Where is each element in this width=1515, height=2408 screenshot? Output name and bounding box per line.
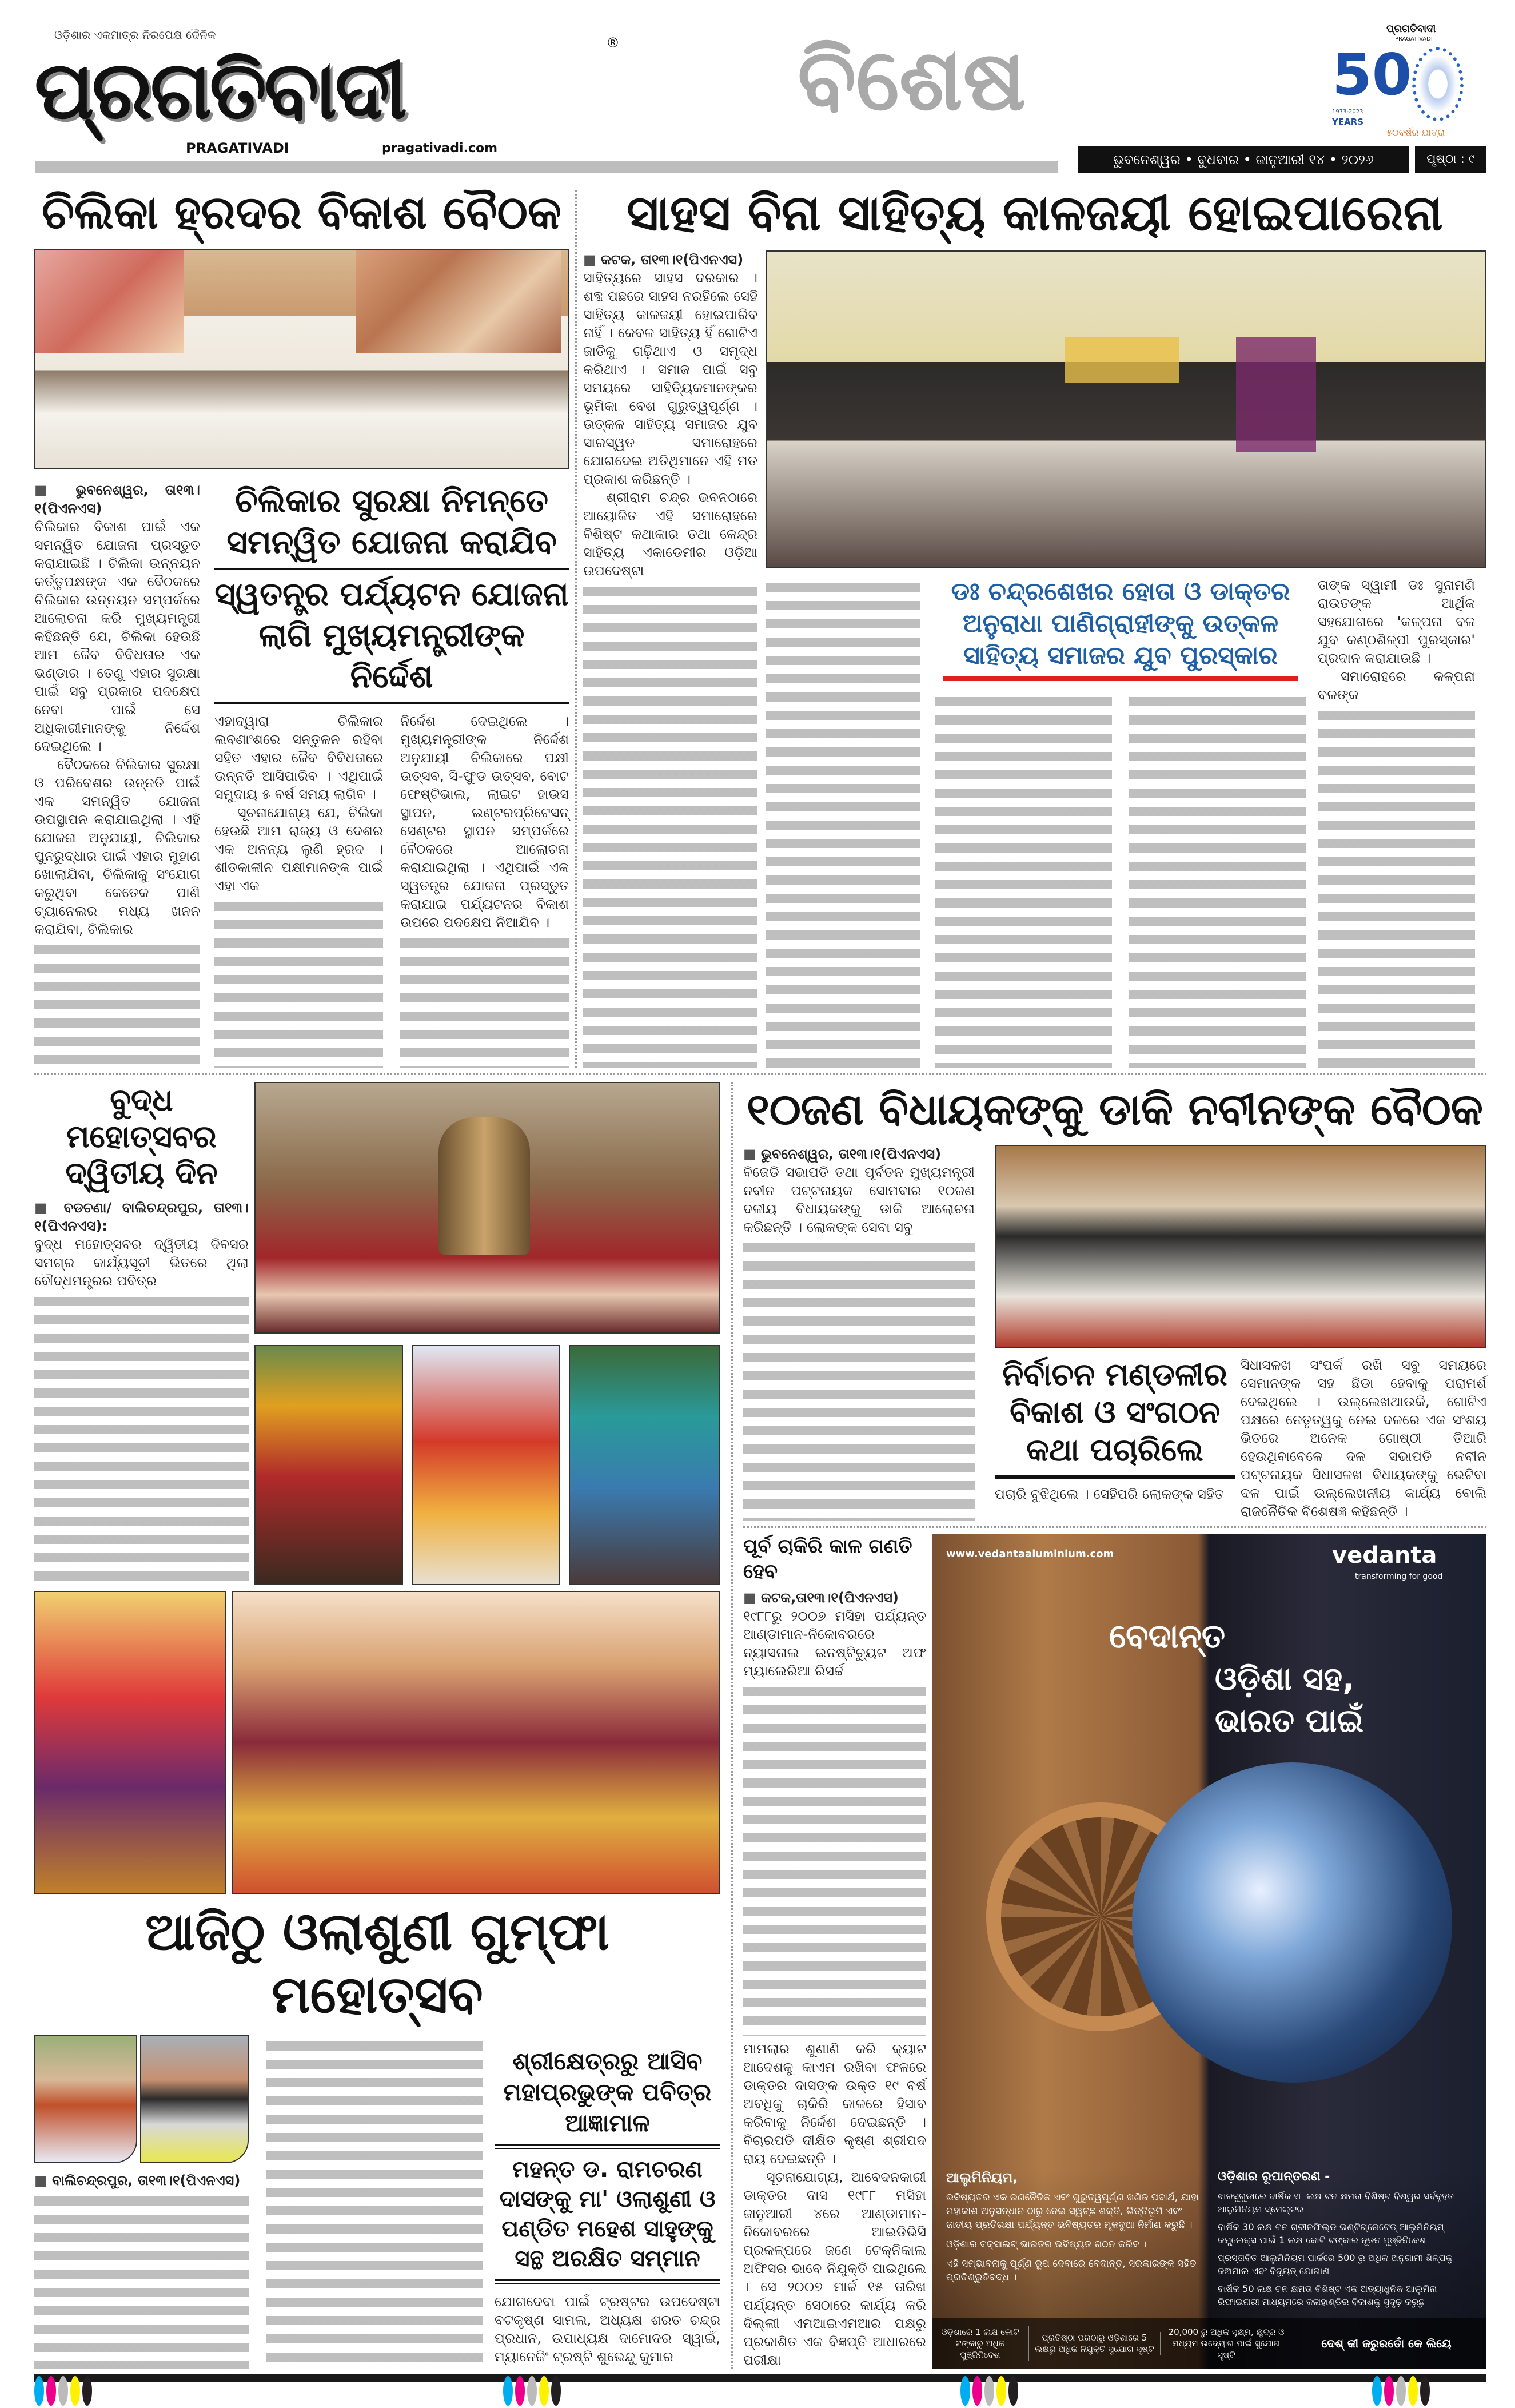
nabin-col-1: ■ ଭୁବନେଶ୍ୱର, ତା୧୩।୧(ପିଏନଏସ) ବିଜେଡି ସଭାପତି ତଥା ପୂର୍ବତନ ମୁଖ୍ୟମନ୍ତ୍ରୀ ନବୀନ ପଟ୍ଟନାୟକ ସୋମବାର ୧୦ଜଣ ଦଳୀୟ ବିଧାୟକଙ୍କୁ ଡାକି ଆଲୋଚନା କରିଛନ୍ତି । ଲୋକଙ୍କ ସେବା ସବୁ (743, 1145, 975, 1521)
service-body: ପୂର୍ବ ଚାକିରି କାଳ ଗଣତି ହେବ ■ କଟକ,ତା୧୩।୧(ପିଏନଏସ) ୧୯୮୮ରୁ ୨୦୦୭ ମସିହା ପର୍ଯ୍ୟନ୍ତ ଆଣ୍ଡାମାନ-ନିକୋବରରେ ନ୍ୟାସନାଲ ଇନଷ୍ଟିଚ୍ୟୁଟ ଅଫ ମ୍ୟାଲେରିଆ ରିସର୍ଚ୍ଚ ମାମଲାର ଶୁଣାଣି କରି କ୍ୟାଟ ଆଦେଶକୁ କାଏମ ରଖିବା ଫଳରେ ଡାକ୍ତର ଦାସଙ୍କ ଉକ୍ତ ୧୯ ବର୍ଷ ଅବଧିକୁ ଚାକିରି କାଳରେ ହିସାବ କରିବାକୁ ନିର୍ଦ୍ଦେଶ ଦେଇଛନ୍ତି । ବିଚାରପତି ଦୀକ୍ଷିତ କୃଷ୍ଣ ଶ୍ରୀପଦ ରାୟ ଦେଇଛନ୍ତି । ସୂଚନାଯୋଗ୍ୟ, ଆବେଦନକାରୀ ଡାକ୍ତର ଦାସ ୧୯୮୮ ମସିହା ଜାନୁଆରୀ ୪ରେ ଆଣ୍ଡାମାନ-ନିକୋବରରେ ଆଇଡିଭିସି ପ୍ରକଳ୍ପରେ ଜଣେ ଟେକ୍ନିକାଲ ଅଫିସର ଭାବେ ନିଯୁକ୍ତି ପାଇଥିଲେ । ସେ ୨୦୦୭ ମାର୍ଚ୍ଚ ୧୫ ତାରିଖ ପର୍ଯ୍ୟନ୍ତ ସେଠାରେ କାର୍ଯ୍ୟ କରି ଦିଲ୍ଲୀ ଏମଆଇଏମଆର ପକ୍ଷରୁ ପ୍ରକାଶିତ ଏକ ବିଜ୍ଞପ୍ତି ଆଧାରରେ ପରୀକ୍ଷା (743, 1534, 926, 2369)
color-mark-group (34, 2376, 94, 2408)
color-mark-gray (984, 2376, 994, 2406)
anniversary-logo: ପ୍ରଗତିବାଦୀ PRAGATIVADI 50 1973-2023 YEARS ୫୦ବର୍ଷର ଯାତ୍ରା (1332, 23, 1486, 143)
chilika-subhead-2: ସ୍ୱତନ୍ତ୍ର ପର୍ଯ୍ୟଟନ ଯୋଜନା ଲାଗି ମୁଖ୍ୟମନ୍ତ୍ରୀଙ୍କ ନିର୍ଦ୍ଦେଶ (214, 576, 569, 695)
award-headline-rule (943, 676, 1298, 681)
logo-english: PRAGATIVADI (186, 140, 289, 156)
color-mark-black (82, 2376, 92, 2406)
nabin-col-2: ପଚାରି ବୁଝିଥିଲେ । ସେହିପରି ଲୋକଙ୍କ ସହିତ (995, 1486, 1224, 1502)
color-mark-yellow (996, 2376, 1006, 2406)
nabin-subhead: ନିର୍ବାଚନ ମଣ୍ଡଳୀର ବିକାଶ ଓ ସଂଗଠନ କଥା ପଚାରିଲେ (1002, 1356, 1227, 1468)
color-mark-gray (1396, 2376, 1406, 2406)
color-mark-cyan (34, 2376, 44, 2406)
color-mark-yellow (70, 2376, 80, 2406)
procession-photo (412, 1345, 560, 1585)
chilika-col-1: ■ ଭୁବନେଶ୍ୱର, ତା୧୩।୧(ପିଏନଏସ) ଚିଲିକାର ବିକାଶ ପାଇଁ ଏକ ସମନ୍ୱିତ ଯୋଜନା ପ୍ରସ୍ତୁତ କରାଯାଇଛି । ଚିଲିକା ଉନ୍ନୟନ କର୍ତ୍ତୃପକ୍ଷଙ୍କ ଏକ ବୈଠକରେ ଚିଲିକାର ଉନ୍ନୟନ ସମ୍ପର୍କରେ ଆଲୋଚନା କରି ମୁଖ୍ୟମନ୍ତ୍ରୀ କହିଛନ୍ତି ଯେ, ଚିଲିକା ହେଉଛି ଆମ ଜୈବ ବିବିଧତାର ଏକ ଭଣ୍ଡାର । ତେଣୁ ଏହାର ସୁରକ୍ଷା ପାଇଁ ସବୁ ପ୍ରକାର ପଦକ୍ଷେପ ନେବା ପାଇଁ ସେ ଅଧିକାରୀମାନଙ୍କୁ ନିର୍ଦ୍ଦେଶ ଦେଇଥିଲେ । ବୈଠକରେ ଚିଲିକାର ସୁରକ୍ଷା ଓ ପରିବେଶର ଉନ୍ନତି ପାଇଁ ଏକ ସମନ୍ୱିତ ଯୋଜନା ଉପସ୍ଥାପନ କରାଯାଇଥିଲା । ଏହି ଯୋଜନା ଅନୁଯାୟୀ, ଚିଲିକାର ପୁନରୁଦ୍ଧାର ପାଇଁ ଏହାର ମୁହାଣ ଖୋଲାଯିବା, ଚିଲିକାକୁ ସଂଯୋଗ କରୁଥିବା କେତେକ ପାଣି ଚ୍ୟାନେଲର ମଧ୍ୟ ଖନନ କରାଯିବା, ଚିଲିକାର (34, 481, 200, 1068)
chilika-headline: ଚିଲିକା ହ୍ରଦର ବିକାଶ ବୈଠକ (42, 186, 561, 239)
color-mark-cyan (503, 2376, 513, 2406)
registration-marks (34, 2382, 1486, 2401)
chilika-meeting-photo (34, 249, 569, 469)
website: pragativadi.com (382, 141, 498, 156)
nabin-meeting-photo (995, 1145, 1486, 1348)
seal-icon (1412, 47, 1464, 121)
color-mark-yellow (1408, 2376, 1418, 2406)
dateline: ■ ଭୁବନେଶ୍ୱର, ତା୧୩।୧(ପିଏନଏସ) (34, 481, 200, 518)
bell-photo (254, 1082, 720, 1334)
color-mark-black (1420, 2376, 1430, 2406)
color-mark-cyan (1372, 2376, 1382, 2406)
color-mark-gray (527, 2376, 537, 2406)
nabin-col-3: ସିଧାସଳଖ ସଂପର୍କ ରଖି ସବୁ ସମୟରେ ସେମାନଙ୍କ ସହ ଛିଡା ହେବାକୁ ପରାମର୍ଶ ଦେଇଥିଲେ । ଉଲ୍ଲେଖଥାଉକି, ଗୋଟିଏ ପକ୍ଷରେ ନେତୃତ୍ୱକୁ ନେଇ ଦଳରେ ଏକ ସଂଶୟ ଭିତରେ ଅନେକ ଗୋଷ୍ଠୀ ତିଆରି ହେଉଥିବାବେଳେ ଦଳ ସଭାପତି ନବୀନ ପଟ୍ଟନାୟକ ସିଧାସଳଖ ବିଧାୟକଙ୍କୁ ଭେଟିବା ଦଳ ପାଇଁ ଉଲ୍ଲେଖନୀୟ କାର୍ଯ୍ୟ ବୋଲି ରାଜନୈତିକ ବିଶେଷଜ୍ଞ କହିଛନ୍ତି । (1241, 1357, 1486, 1519)
column-divider (575, 190, 577, 1068)
page-number: ପୃଷ୍ଠା : ୯ (1415, 146, 1486, 173)
olasuni-box-headline-1: ଶ୍ରୀକ୍ଷେତ୍ରରୁ ଆସିବ ମହାପ୍ରଭୁଙ୍କ ପବିତ୍ର ଆଜ୍ଞାମାଳ (503, 2047, 712, 2137)
sahitya-col-2 (766, 576, 920, 1068)
olasuni-box-headline-2: ମହନ୍ତ ଡ. ରାମଚରଣ ଦାସଙ୍କୁ ମା' ଓଲାଶୁଣୀ ଓ ପଣ୍ଡିତ ମହେଶ ସାହୁଙ୍କୁ ସନ୍ଥ ଅରକ୍ଷିତ ସମ୍ମାନ (499, 2156, 716, 2272)
gray-rule (35, 161, 1058, 173)
divider (743, 1526, 1486, 1528)
section-title: ବିଶେଷ (798, 30, 1026, 130)
divider (495, 2144, 720, 2149)
color-mark-magenta (1384, 2376, 1394, 2406)
ad-bullet: ବାର୍ଷିକ 50 ଲକ୍ଷ ଟନ କ୍ଷମତା ବିଶିଷ୍ଟ ଏକ ଅତ୍ୟାଧୁନିକ ଆଲୁମିନା ରିଫାଇନାରୀ ମାଧ୍ୟମରେ କଳାହାଣ୍ଡିର ବିକାଶକୁ ସୁଦୃଢ଼ କରୁଛୁ (1218, 2283, 1437, 2307)
ad-bullet: ଝାରସୁଗୁଡାରେ ବାର୍ଷିକ ୧୮ ଲକ୍ଷ ଟନ କ୍ଷମତା ବିଶିଷ୍ଟ ବିଶ୍ୱର ସର୍ବବୃହତ ଆଲୁମିନିୟମ ସ୍ମେଲ୍ଟର (1218, 2191, 1454, 2215)
sahitya-col-1: ■ କଟକ, ତା୧୩।୧(ପିଏନଏସ) ସାହିତ୍ୟରେ ସାହସ ଦରକାର । ଶବ୍ଦ ପଛରେ ସାହସ ନରହିଲେ ସେହି ସାହିତ୍ୟ କାଳଜୟୀ ହୋଇପାରିବ ନାହିଁ । କେବଳ ସାହିତ୍ୟ ହିଁ ଗୋଟିଏ ଜାତିକୁ ଗଢ଼ିଥାଏ ଓ ସମୃଦ୍ଧ କରିଥାଏ । ସମାଜ ପାଇଁ ସବୁ ସମୟରେ ସାହିତ୍ୟିକମାନଙ୍କର ଭୂମିକା ବେଶ ଗୁରୁତ୍ୱପୂର୍ଣ୍ଣ । ଉତ୍କଳ ସାହିତ୍ୟ ସମାଜର ଯୁବ ସାରସ୍ୱତ ସମାରୋହରେ ଯୋଗଦେଇ ଅତିଥିମାନେ ଏହି ମତ ପ୍ରକାଶ କରିଛନ୍ତି । ଶ୍ରୀରାମ ଚନ୍ଦ୍ର ଭବନଠାରେ ଆୟୋଜିତ ଏହି ସମାରୋହରେ ବିଶିଷ୍ଟ କଥାକାର ତଥା କେନ୍ଦ୍ର ସାହିତ୍ୟ ଏକାଡେମୀର ଓଡ଼ିଆ ଉପଦେଷ୍ଟା (583, 250, 758, 1068)
ad-bullet: ବାର୍ଷିକ 30 ଲକ୍ଷ ଟନ ଗ୍ରୀନଫିଲ୍ଡ ଇଣ୍ଟିଗ୍ରେଟେଡ୍ ଆଲୁମିନିୟମ୍ କମ୍ପ୍ଲେକ୍ସ ପାଇଁ 1 ଲକ୍ଷ କୋଟି ଟଙ୍କାର ନୂତନ ପୁଞ୍ଜିନିବେଶ (1218, 2222, 1444, 2246)
nabin-headline: ୧୦ଜଣ ବିଧାୟକଙ୍କୁ ଡାକି ନବୀନଙ୍କ ବୈଠକ (747, 1084, 1483, 1135)
registered-mark: ® (606, 35, 620, 51)
newspaper-logo: ପ୍ରଗତିବାଦୀ (34, 44, 405, 137)
ad-footer: ଓଡ଼ିଶାରେ 1 ଲକ୍ଷ କୋଟି ଟଙ୍କାରୁ ଅଧିକ ପୁଞ୍ଜିନିବେଶ ପ୍ରତିଷ୍ଠା ପରଠାରୁ ଓଡ଼ିଶାରେ 5 ଲକ୍ଷରୁ ଅଧିକ ନିଯୁକ୍ତି ସୁଯୋଗ ସୃଷ୍ଟି 20,000 ରୁ ଅଧିକ ସୂକ୍ଷ୍ମ, କ୍ଷୁଦ୍ର ଓ ମଧ୍ୟମ ଉଦ୍ୟୋଗ ପାଇଁ ସୁଯୋଗ ସୃଷ୍ଟି ଦେଶ୍ କୀ ଜରୁରତୋଁ କେ ଲିୟେ (932, 2318, 1486, 2369)
chilika-lead: ଚିଲିକାର ବିକାଶ ପାଇଁ ଏକ ସମନ୍ୱିତ ଯୋଜନା ପ୍ରସ୍ତୁତ କରାଯାଇଛି । ଚିଲିକା ଉନ୍ନୟନ କର୍ତ୍ତୃପକ୍ଷଙ୍କ ଏକ ବୈଠକରେ ଚିଲିକାର ଉନ୍ନୟନ ସମ୍ପର୍କରେ ଆଲୋଚନା କରି ମୁଖ୍ୟମନ୍ତ୍ରୀ କହିଛନ୍ତି ଯେ, ଚିଲିକା ହେଉଛି ଆମ ଜୈବ ବିବିଧତାର ଏକ ଭଣ୍ଡାର । ତେଣୁ ଏହାର ସୁରକ୍ଷା ପାଇଁ ସବୁ ପ୍ରକାର ପଦକ୍ଷେପ ନେବା ପାଇଁ ସେ ଅଧିକାରୀମାନଙ୍କୁ ନିର୍ଦ୍ଦେଶ ଦେଇଥିଲେ । (34, 519, 200, 754)
service-headline: ପୂର୍ବ ଚାକିରି କାଳ ଗଣତି ହେବ (743, 1535, 912, 1583)
earth-graphic (1132, 1762, 1452, 2083)
color-mark-magenta (515, 2376, 525, 2406)
fifty-numeral: 50 (1332, 41, 1412, 108)
date-box: ଭୁବନେଶ୍ୱର • ବୁଧବାର • ଜାନୁଆରୀ ୧୪ • ୨୦୨୬ (1078, 146, 1409, 173)
tagline: ଓଡ଼ିଶାର ଏକମାତ୍ର ନିରପେକ୍ଷ ଦୈନିକ (54, 28, 216, 42)
color-mark-magenta (46, 2376, 56, 2406)
musician-photo (254, 1345, 403, 1585)
chilika-col-2: ଏହାଦ୍ୱାରା ଚିଲିକାର ଲବଣାଂଶରେ ସନ୍ତୁଳନ ରହିବା ସହିତ ଏହାର ଜୈବ ବିବିଧତାରେ ଉନ୍ନତି ଆସିପାରିବ । ଏଥିପାଇଁ ସମୁଦାୟ ୫ ବର୍ଷ ସମୟ ଲାଗିବ । ସୂଚନାଯୋଗ୍ୟ ଯେ, ଚିଲିକା ହେଉଛି ଆମ ରାଜ୍ୟ ଓ ଦେଶର ଏକ ଅନନ୍ୟ ଲୁଣି ହ୍ରଦ । ଶୀତକାଳୀନ ପକ୍ଷୀମାନଙ୍କ ପାଇଁ ଏହା ଏକ (214, 712, 383, 1068)
olasuni-col-1: ■ ବାଲିଚନ୍ଦ୍ରପୁର, ତା୧୩।୧(ପିଏନଏସ) (34, 2171, 249, 2369)
color-mark-group (960, 2376, 1020, 2408)
masthead (34, 0, 1486, 178)
divider (214, 568, 569, 570)
color-mark-magenta (972, 2376, 982, 2406)
column-divider (731, 1082, 733, 2369)
divider (214, 702, 569, 704)
color-mark-gray (58, 2376, 68, 2406)
bottom-row (34, 1073, 1486, 2369)
divider (495, 2279, 720, 2284)
pandit-portrait (140, 2035, 249, 2163)
mahant-portrait (34, 2035, 137, 2163)
award-ceremony-photo (766, 250, 1486, 568)
color-mark-cyan (960, 2376, 970, 2406)
award-headline: ଡଃ ଚନ୍ଦ୍ରଶେଖର ହୋତା ଓ ଡାକ୍ତର ଅନୁରାଧା ପାଣିଗ୍ରାହୀଙ୍କୁ ଉତ୍କଳ ସାହିତ୍ୟ ସମାଜର ଯୁବ ପୁରସ୍କାର (951, 577, 1290, 670)
footer-bar (34, 2374, 1486, 2382)
sahitya-headline: ସାହସ ବିନା ସାହିତ୍ୟ କାଳଜୟୀ ହୋଇପାରେନା (627, 185, 1443, 242)
sahitya-col-5: ତାଙ୍କ ସ୍ୱାମୀ ଡଃ ସୁନାମଣି ରାଉତଙ୍କ ଆର୍ଥିକ ସହଯୋଗରେ 'କଳ୍ପନା ବଳ ଯୁବ କଣ୍ଠଶିଳ୍ପୀ ପୁରସ୍କାର' ପ୍ରଦାନ କରାଯାଉଛି । ସମାରୋହରେ କଳ୍ପନା ବଳଙ୍କ (1318, 576, 1475, 1068)
dance-photo (34, 1591, 226, 1894)
sahitya-col-3 (935, 690, 1112, 1068)
ad-title: ବେଦାନ୍ତ (1109, 1617, 1226, 1655)
color-mark-black (1008, 2376, 1018, 2406)
sahitya-story (583, 178, 1486, 1068)
gathering-photo (232, 1591, 720, 1894)
color-mark-black (551, 2376, 561, 2406)
sahitya-col-4 (1129, 690, 1306, 1068)
buddha-headline: ବୁଦ୍ଧ ମହୋତ୍ସବର ଦ୍ୱିତୀୟ ଦିନ (65, 1082, 218, 1191)
top-row (34, 178, 1486, 1068)
divider (995, 1475, 1235, 1479)
vedanta-logo: vedanta (1332, 1542, 1437, 1569)
color-mark-group (503, 2376, 563, 2408)
ad-url[interactable]: www.vedantaaluminium.com (946, 1548, 1114, 1560)
chilika-subhead-1: ଚିଲିକାର ସୁରକ୍ଷା ନିମନ୍ତେ ସମନ୍ୱିତ ଯୋଜନା କରାଯିବ (226, 483, 557, 561)
vedanta-advertisement[interactable]: www.vedantaaluminium.com vedanta transforming for good ବେଦାନ୍ତ ଓଡ଼ିଶା ସହ, ଭାରତ ପାଇଁ ଆଲୁମିନିୟମ, ଭବିଷ୍ୟତର ଏକ ରଣନୈତିକ ଏବଂ ଗୁରୁତ୍ୱପୂର୍ଣ୍ଣ ଖଣିଜ ପଦାର୍ଥ, ଯାହା ମହାକାଶ ଅନୁସନ୍ଧାନ ଠାରୁ ନେଇ ସ୍ୱଚ୍ଛ ଶକ୍ତି, ଭିତ୍ତିଭୂମି ଏବଂ ଜାତୀୟ ପ୍ରତିରକ୍ଷା ପର୍ଯ୍ୟନ୍ତ ଭବିଷ୍ୟତର ମୂଳଦୁଆ ନିର୍ମାଣ କରୁଛି । ଓଡ଼ିଶାର ବକ୍ସାଇଟ୍ ଭାରତର ଭବିଷ୍ୟତ ଗଠନ କରିବ । ଏହି ସମ୍ଭାବନାକୁ ପୂର୍ଣ୍ଣ ରୂପ ଦେବାରେ ବେଦାନ୍ତ, ସରକାରଙ୍କ ସହିତ ପ୍ରତିଶ୍ରୁତିବଦ୍ଧ । ଓଡ଼ିଶାର ରୂପାନ୍ତରଣ - ଝାରସୁଗୁଡାରେ ବାର୍ଷିକ ୧୮ ଲକ୍ଷ ଟନ କ୍ଷମତା ବିଶିଷ୍ଟ ବିଶ୍ୱର ସର୍ବବୃହତ ଆଲୁମିନିୟମ ସ୍ମେଲ୍ଟର ବାର୍ଷିକ 30 ଲକ୍ଷ ଟନ ଗ୍ରୀନଫିଲ୍ଡ ଇଣ୍ଟିଗ୍ରେଟେଡ୍ ଆଲୁମିନିୟମ୍ କମ୍ପ୍ଲେକ୍ସ ପାଇଁ 1 ଲକ୍ଷ କୋଟି ଟଙ୍କାର ନୂତନ ପୁଞ୍ଜିନିବେଶ ପ୍ରସ୍ତାବିତ ଆଲୁମିନିୟମ ପାର୍କରେ 500 ରୁ ଅଧିକ ଅନୁଗାମୀ ଶିଳ୍ପକୁ କଞ୍ଚାମାଲ ଏବଂ ବିଦ୍ୟୁତ୍ ଯୋଗାଣ ବାର୍ଷିକ 50 ଲକ୍ଷ ଟନ କ୍ଷମତା ବିଶିଷ୍ଟ ଏକ ଅତ୍ୟାଧୁନିକ ଆଲୁମିନା ରିଫାଇନାରୀ ମାଧ୍ୟମରେ କଳାହାଣ୍ଡିର ବିକାଶକୁ ସୁଦୃଢ଼ କରୁଛୁ ଓଡ଼ିଶାରେ 1 ଲକ୍ଷ କୋଟି ଟଙ୍କାରୁ ଅଧିକ ପୁଞ୍ଜିନିବେଶ ପ୍ରତିଷ୍ଠା ପରଠାରୁ ଓଡ଼ିଶାରେ 5 ଲକ୍ଷରୁ ଅଧିକ ନିଯୁକ୍ତି ସୁଯୋଗ ସୃଷ୍ଟି 20,000 ରୁ ଅଧିକ ସୂକ୍ଷ୍ମ, କ୍ଷୁଦ୍ର ଓ ମଧ୍ୟମ ଉଦ୍ୟୋଗ ପାଇଁ ସୁଯୋଗ ସୃଷ୍ଟି ଦେଶ୍ କୀ ଜରୁରତୋଁ କେ ଲିୟେ (932, 1534, 1486, 2369)
buddha-body: ■ ବଡଚଣା/ ବାଲିଚନ୍ଦ୍ରପୁର, ତା୧୩।୧(ପିଏନଏସ): ବୁଦ୍ଧ ମହୋତ୍ସବର ଦ୍ୱିତୀୟ ଦିବସର ସମଗ୍ର କାର୍ଯ୍ୟସୂଚୀ ଭିତରେ ଥିଲା ବୌଦ୍ଧମନ୍ତ୍ରର ପବିତ୍ର (34, 1199, 249, 1585)
olasuni-col-3: ଯୋଗଦେବା ପାଇଁ ଟ୍ରଷ୍ଟର ଉପଦେଷ୍ଟା ବଟକୃଷ୍ଣ ସାମଲ, ଅଧ୍ୟକ୍ଷ ଶରତ ଚନ୍ଦ୍ର ପ୍ରଧାନ, ଉପାଧ୍ୟକ୍ଷ ଦାମୋଦର ସ୍ୱାଇଁ, ମ୍ୟାନେଜିଂ ଟ୍ରଷ୍ଟି ଶୁଭେନ୍ଦୁ କୁମାର (495, 2294, 720, 2365)
chilika-story (34, 178, 569, 1068)
olasuni-col-2 (266, 2035, 483, 2369)
visitor-photo (569, 1345, 720, 1585)
chilika-col-3: ନିର୍ଦ୍ଦେଶ ଦେଇଥିଲେ । ମୁଖ୍ୟମନ୍ତ୍ରୀଙ୍କ ନିର୍ଦ୍ଦେଶ ଅନୁଯାୟୀ ଚିଲିକାରେ ପକ୍ଷୀ ଉତ୍ସବ, ସି-ଫୁଡ ଉତ୍ସବ, ବୋଟ ଫେଷ୍ଟିଭାଲ, ଲାଇଟ ହାଉସ ସ୍ଥାପନ, ଇଣ୍ଟରପ୍ରିଟେସନ୍ ସେଣ୍ଟର ସ୍ଥାପନ ସମ୍ପର୍କରେ ବୈଠକରେ ଆଲୋଚନା କରାଯାଇଥିଲା । ଏଥିପାଇଁ ଏକ ସ୍ୱତନ୍ତ୍ର ଯୋଜନା ପ୍ରସ୍ତୁତ କରାଯାଇ ପର୍ଯ୍ୟଟନର ବିକାଶ ଉପରେ ପଦକ୍ଷେପ ନିଆଯିବ । (400, 712, 569, 1068)
color-mark-yellow (539, 2376, 549, 2406)
ad-bullet: ପ୍ରସ୍ତାବିତ ଆଲୁମିନିୟମ ପାର୍କରେ 500 ରୁ ଅଧିକ ଅନୁଗାମୀ ଶିଳ୍ପକୁ କଞ୍ଚାମାଲ ଏବଂ ବିଦ୍ୟୁତ୍ ଯୋଗାଣ (1218, 2252, 1453, 2276)
color-mark-group (1372, 2376, 1432, 2408)
olasuni-headline: ଆଜିଠୁ ଓଲାଶୁଣୀ ଗୁମ୍ଫା ମହୋତ୍ସବ (145, 1902, 609, 2025)
